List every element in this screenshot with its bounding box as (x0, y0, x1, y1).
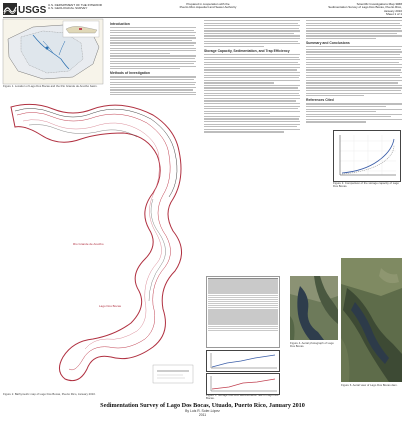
section-heading-summary: Summary and Conclusions (306, 41, 350, 46)
svg-text:USGS: USGS (18, 5, 47, 16)
bathymetric-map (3, 95, 201, 393)
year-line: 2011 (198, 413, 207, 417)
figure-3-caption: Figure 3. Comparison of the storage capacity of Lago Dos Bocas. (333, 181, 399, 189)
figure-4-caption: Figure 4. Aerial photograph of Lago Dos Bocas. (290, 341, 334, 349)
figure-5-caption: Figure 5. Storage loss and sedimentation rate of Lago Dos Bocas. (206, 393, 279, 401)
text-column-4 (306, 20, 402, 124)
header-rule (3, 17, 402, 18)
author-line: By Luis R. Soler-López (185, 409, 220, 413)
map-label-b: Lago Dos Bocas (99, 304, 122, 308)
section-heading-references: References Cited (306, 98, 334, 103)
agency-text: U.S. DEPARTMENT OF THE INTERIOR U.S. GEOLOGICAL SURVEY (48, 3, 102, 11)
figure-1-caption: Figure 1. Location of Lago Dos Bocas and the Río Grande de Arecibo basin. (3, 84, 98, 88)
header (3, 2, 402, 18)
report-number: Scientific Investigations Map 3### Sedimentation Survey of Lago Dos Bocas, Puerto Rico, January 2010 Sheet 1 of 1 (328, 2, 402, 17)
figure-2-caption: Figure 2. Bathymetric map of Lago Dos Bocas, Puerto Rico, January 2010. (3, 392, 96, 396)
section-heading-methods: Methods of Investigation (110, 71, 150, 76)
poster-title: Sedimentation Survey of Lago Dos Bocas, Utuado, Puerto Rico, January 2010 (100, 402, 305, 409)
section-heading-storage: Storage Capacity, Sedimentation, and Trap Efficiency (204, 48, 290, 53)
title-block (60, 402, 345, 417)
map-label-a: Río Grande de Arecibo (73, 242, 104, 246)
data-table (206, 276, 280, 348)
cooperation-text: Prepared in cooperation with the Puerto Rico Aqueduct and Sewer Authority (179, 2, 237, 10)
figure-6-caption: Figure 6. Aerial view of Lago Dos Bocas dam. (341, 383, 398, 387)
text-column-3 (204, 20, 300, 134)
aerial-photo-reservoir (290, 276, 338, 340)
section-heading-intro: Introduction (110, 22, 130, 26)
sediment-graph-1 (206, 350, 280, 372)
location-map (3, 19, 103, 84)
aerial-photo-dam (341, 258, 402, 382)
storage-capacity-graph (333, 130, 401, 182)
sediment-graph-2 (206, 373, 280, 395)
usgs-logo (3, 2, 47, 16)
